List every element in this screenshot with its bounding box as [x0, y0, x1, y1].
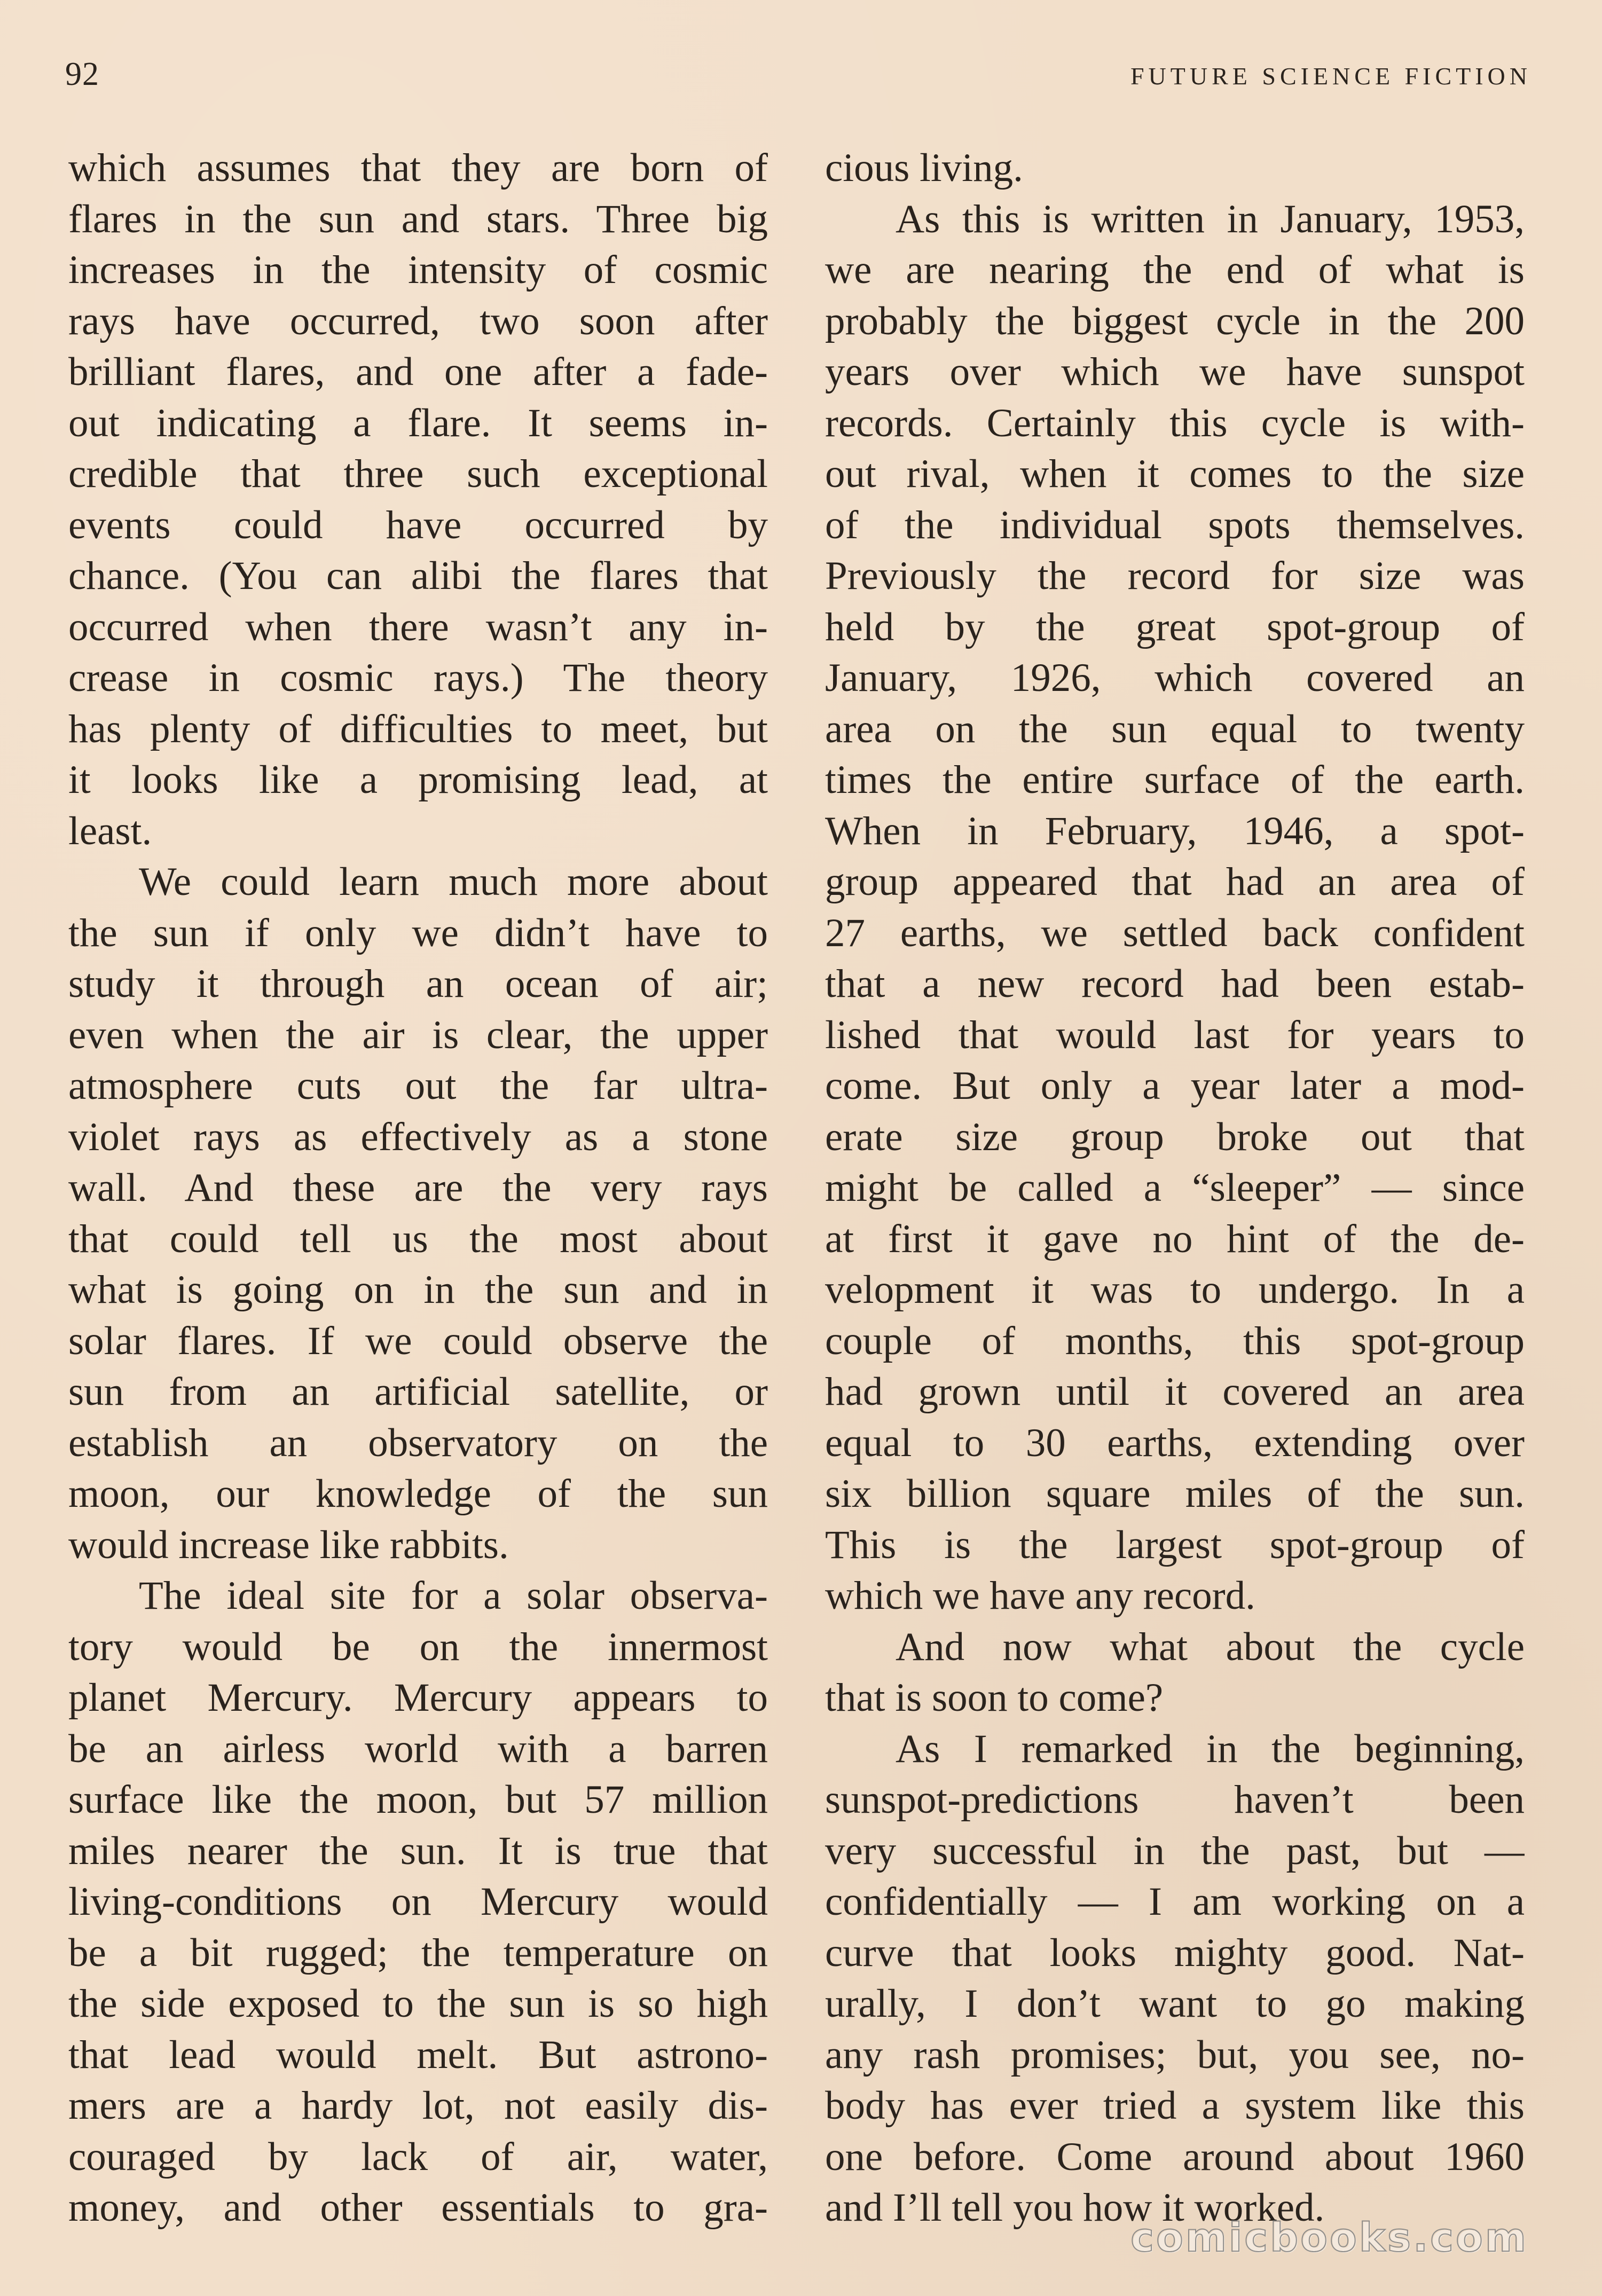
right-text-line: This is the largest spot-group of: [825, 1522, 1525, 1567]
left-text-line: tory would be on the innermost: [68, 1624, 768, 1669]
right-text-line: years over which we have sunspot: [825, 350, 1525, 394]
right-text-column: [825, 143, 1525, 2234]
right-text-line: of the individual spots themselves.: [825, 502, 1525, 547]
right-text-line: Previously the record for size was: [825, 554, 1525, 598]
right-text-line: equal to 30 earths, extending over: [825, 1420, 1525, 1465]
left-text-line: be an airless world with a barren: [68, 1726, 768, 1771]
right-text-line: January, 1926, which covered an: [825, 656, 1525, 700]
left-text-line: be a bit rugged; the temperature on: [68, 1930, 768, 1975]
left-text-line: brilliant flares, and one after a fade-: [68, 350, 768, 394]
site-watermark: comicbooks.com: [1130, 2215, 1528, 2261]
right-text-line: confidentially — I am working on a: [825, 1880, 1525, 1924]
right-text-line: and I’ll tell you how it worked.: [825, 2185, 1325, 2230]
left-text-line: least.: [68, 808, 152, 853]
left-text-line: wall. And these are the very rays: [68, 1166, 768, 1210]
left-text-line: has plenty of difficulties to meet, but: [68, 706, 768, 751]
right-text-line: out rival, when it comes to the size: [825, 452, 1525, 496]
left-text-line: money, and other essentials to gra-: [68, 2185, 768, 2230]
right-text-line: we are nearing the end of what is: [825, 248, 1525, 292]
left-text-line: the sun if only we didn’t have to: [68, 910, 768, 955]
left-text-line: study it through an ocean of air;: [68, 962, 768, 1006]
right-text-line: might be called a “sleeper” — since: [825, 1166, 1525, 1210]
right-text-line: six billion square miles of the sun.: [825, 1472, 1525, 1516]
left-text-line: miles nearer the sun. It is true that: [68, 1828, 768, 1873]
left-text-line: establish an observatory on the: [68, 1420, 768, 1465]
right-text-line: held by the great spot-group of: [825, 604, 1525, 649]
right-text-line: 27 earths, we settled back confident: [825, 910, 1525, 955]
right-text-line: curve that looks mighty good. Nat-: [825, 1930, 1525, 1975]
right-text-line: And now what about the cycle: [896, 1624, 1525, 1669]
right-text-line: times the entire surface of the earth.: [825, 758, 1525, 802]
left-text-line: occurred when there wasn’t any in-: [68, 604, 768, 649]
right-text-line: group appeared that had an area of: [825, 860, 1525, 904]
left-text-line: chance. (You can alibi the flares that: [68, 554, 768, 598]
right-text-line: As I remarked in the beginning,: [896, 1726, 1525, 1771]
left-text-line: it looks like a promising lead, at: [68, 758, 768, 802]
left-text-line: The ideal site for a solar observa-: [139, 1574, 768, 1618]
right-text-line: come. But only a year later a mod-: [825, 1064, 1525, 1108]
left-text-line: out indicating a flare. It seems in-: [68, 400, 768, 445]
left-text-line: couraged by lack of air, water,: [68, 2134, 768, 2179]
right-text-line: area on the sun equal to twenty: [825, 706, 1525, 751]
right-text-line: cious living.: [825, 146, 1023, 190]
right-text-line: which we have any record.: [825, 1574, 1255, 1618]
left-text-line: events could have occurred by: [68, 502, 768, 547]
right-text-line: sunspot-predictions haven’t been: [825, 1778, 1525, 1822]
left-text-line: surface like the moon, but 57 million: [68, 1778, 768, 1822]
right-text-line: very successful in the past, but —: [825, 1828, 1525, 1873]
right-text-line: As this is written in January, 1953,: [896, 196, 1525, 241]
left-text-line: planet Mercury. Mercury appears to: [68, 1676, 768, 1720]
right-text-line: records. Certainly this cycle is with-: [825, 400, 1525, 445]
left-text-line: mers are a hardy lot, not easily dis-: [68, 2083, 768, 2128]
left-text-line: that could tell us the most about: [68, 1216, 768, 1261]
right-text-line: that is soon to come?: [825, 1676, 1164, 1720]
left-text-line: sun from an artificial satellite, or: [68, 1370, 768, 1414]
right-text-line: lished that would last for years to: [825, 1012, 1525, 1057]
right-text-line: body has ever tried a system like this: [825, 2083, 1525, 2128]
left-text-column: [68, 143, 768, 2234]
right-text-line: erate size group broke out that: [825, 1114, 1525, 1159]
right-text-line: had grown until it covered an area: [825, 1370, 1525, 1414]
right-text-line: probably the biggest cycle in the 200: [825, 298, 1525, 343]
left-text-line: living-conditions on Mercury would: [68, 1880, 768, 1924]
left-text-line: increases in the intensity of cosmic: [68, 248, 768, 292]
left-text-line: would increase like rabbits.: [68, 1522, 509, 1567]
left-text-line: violet rays as effectively as a stone: [68, 1114, 768, 1159]
right-text-line: at first it gave no hint of the de-: [825, 1216, 1525, 1261]
left-text-line: We could learn much more about: [139, 860, 768, 904]
left-text-line: even when the air is clear, the upper: [68, 1012, 768, 1057]
left-text-line: crease in cosmic rays.) The theory: [68, 656, 768, 700]
left-text-line: credible that three such exceptional: [68, 452, 768, 496]
left-text-line: what is going on in the sun and in: [68, 1268, 768, 1312]
left-text-line: flares in the sun and stars. Three big: [68, 196, 768, 241]
right-text-line: couple of months, this spot-group: [825, 1318, 1525, 1363]
running-title: FUTURE SCIENCE FICTION: [1130, 62, 1532, 90]
page-number: 92: [65, 56, 99, 92]
left-text-line: that lead would melt. But astrono-: [68, 2032, 768, 2077]
left-text-line: moon, our knowledge of the sun: [68, 1472, 768, 1516]
right-text-line: When in February, 1946, a spot-: [825, 808, 1525, 853]
left-text-line: atmosphere cuts out the far ultra-: [68, 1064, 768, 1108]
left-text-line: rays have occurred, two soon after: [68, 298, 768, 343]
right-text-line: urally, I don’t want to go making: [825, 1982, 1525, 2026]
left-text-line: which assumes that they are born of: [68, 146, 768, 190]
left-text-line: solar flares. If we could observe the: [68, 1318, 768, 1363]
right-text-line: velopment it was to undergo. In a: [825, 1268, 1525, 1312]
right-text-line: any rash promises; but, you see, no-: [825, 2032, 1525, 2077]
right-text-line: one before. Come around about 1960: [825, 2134, 1525, 2179]
left-text-line: the side exposed to the sun is so high: [68, 1982, 768, 2026]
right-text-line: that a new record had been estab-: [825, 962, 1525, 1006]
